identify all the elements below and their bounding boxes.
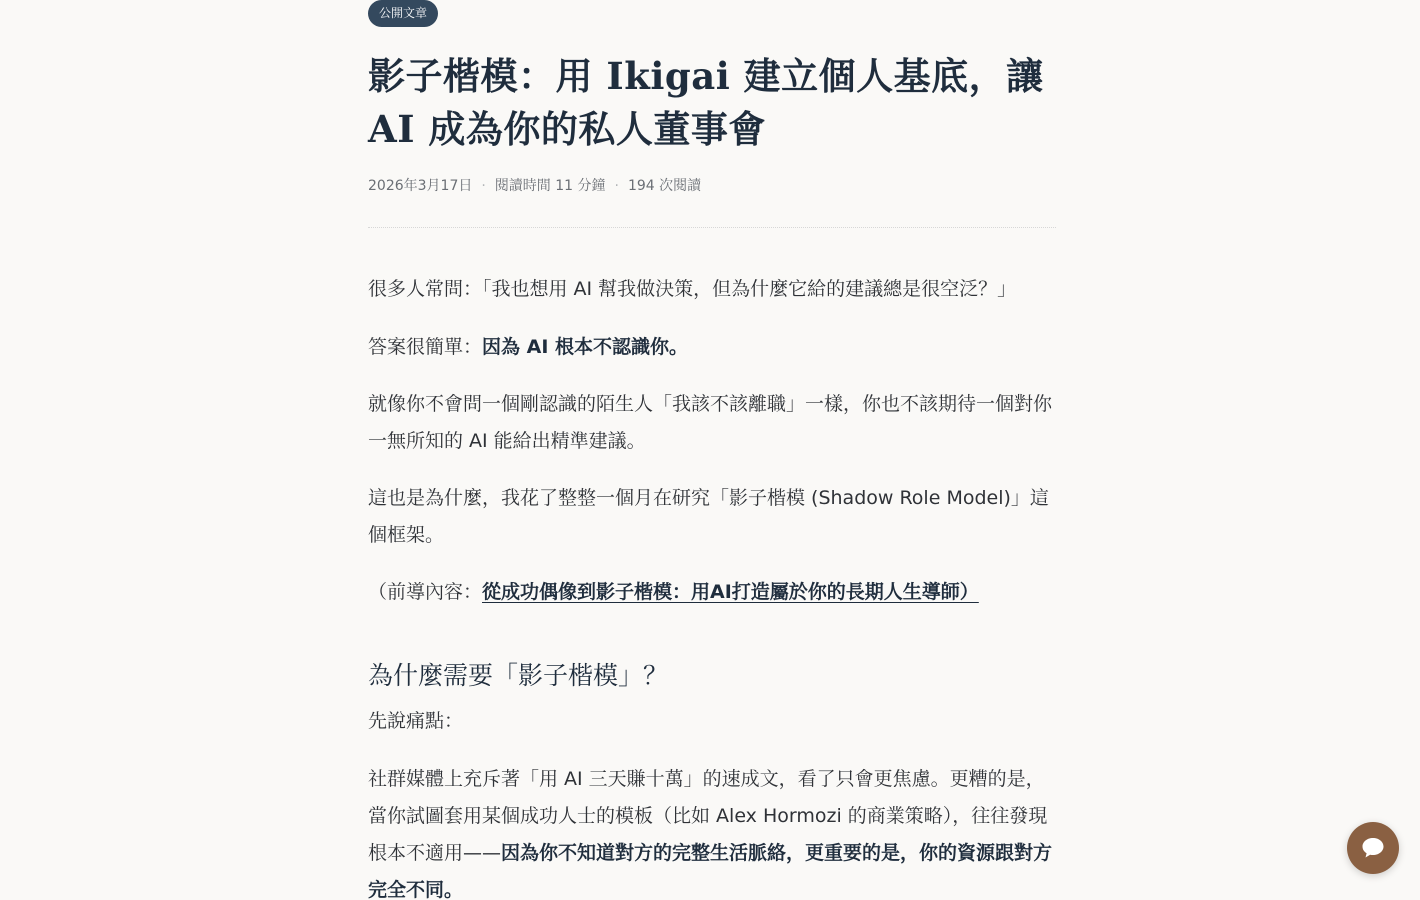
section-heading: 為什麼需要「影子楷模」？ bbox=[368, 661, 669, 690]
paragraph-3: 就像你不會問一個剛認識的陌生人「我該不該離職」一樣，你也不該期待一個對你一無所知的 AI 能給出精準建議。 bbox=[368, 393, 1053, 452]
public-article-badge[interactable]: 公開文章 bbox=[368, 0, 438, 27]
reading-time: 閱讀時間 11 分鐘 bbox=[494, 178, 606, 194]
paragraph-2 bbox=[368, 329, 1056, 366]
article-meta bbox=[368, 175, 701, 197]
prequel-article-link[interactable]: 從成功偶像到影子楷模：用AI打造屬於你的長期人生導師） bbox=[482, 581, 979, 603]
paragraph-1: 很多人常問：「我也想用 AI 幫我做決策，但為什麼它給的建議總是很空泛？」 bbox=[368, 278, 1017, 300]
paragraph-7-text: 社群媒體上充斥著「用 AI 三天賺十萬」的速成文，看了只會更焦慮。更糟的是，當你試圖套用某個成功人士的模板（比如 Alex Hormozi 的商業策略），往往發現根本不適用—— bbox=[368, 768, 1048, 864]
paragraph-6: 先說痛點： bbox=[368, 710, 464, 732]
chat-button[interactable] bbox=[1347, 822, 1399, 874]
chat-bubble-icon bbox=[1360, 835, 1386, 861]
meta-separator: · bbox=[614, 178, 619, 194]
meta-divider bbox=[368, 227, 1056, 228]
paragraph-2-text: 答案很簡單： bbox=[368, 336, 483, 358]
article-title-line1: 影子楷模：用 Ikigai 建立個人基底，讓 bbox=[368, 54, 1044, 98]
paragraph-5-prefix: （前導內容： bbox=[368, 581, 483, 603]
paragraph-7-bold: 因為你不知道對方的完整生活脈絡，更重要的是，你的資源跟對方完全不同。 bbox=[368, 842, 1053, 900]
article-title-line2: AI 成為你的私人董事會 bbox=[368, 107, 766, 151]
paragraph-5 bbox=[368, 574, 1056, 611]
article-title bbox=[368, 50, 1056, 156]
paragraph-7 bbox=[368, 761, 1056, 900]
publish-date: 2026年3月17日 bbox=[368, 178, 473, 194]
meta-separator: · bbox=[481, 178, 486, 194]
paragraph-4: 這也是為什麼，我花了整整一個月在研究「影子楷模 (Shadow Role Model)」這個框架。 bbox=[368, 487, 1049, 546]
view-count: 194 次閱讀 bbox=[627, 178, 702, 194]
paragraph-2-bold: 因為 AI 根本不認識你。 bbox=[482, 336, 689, 358]
